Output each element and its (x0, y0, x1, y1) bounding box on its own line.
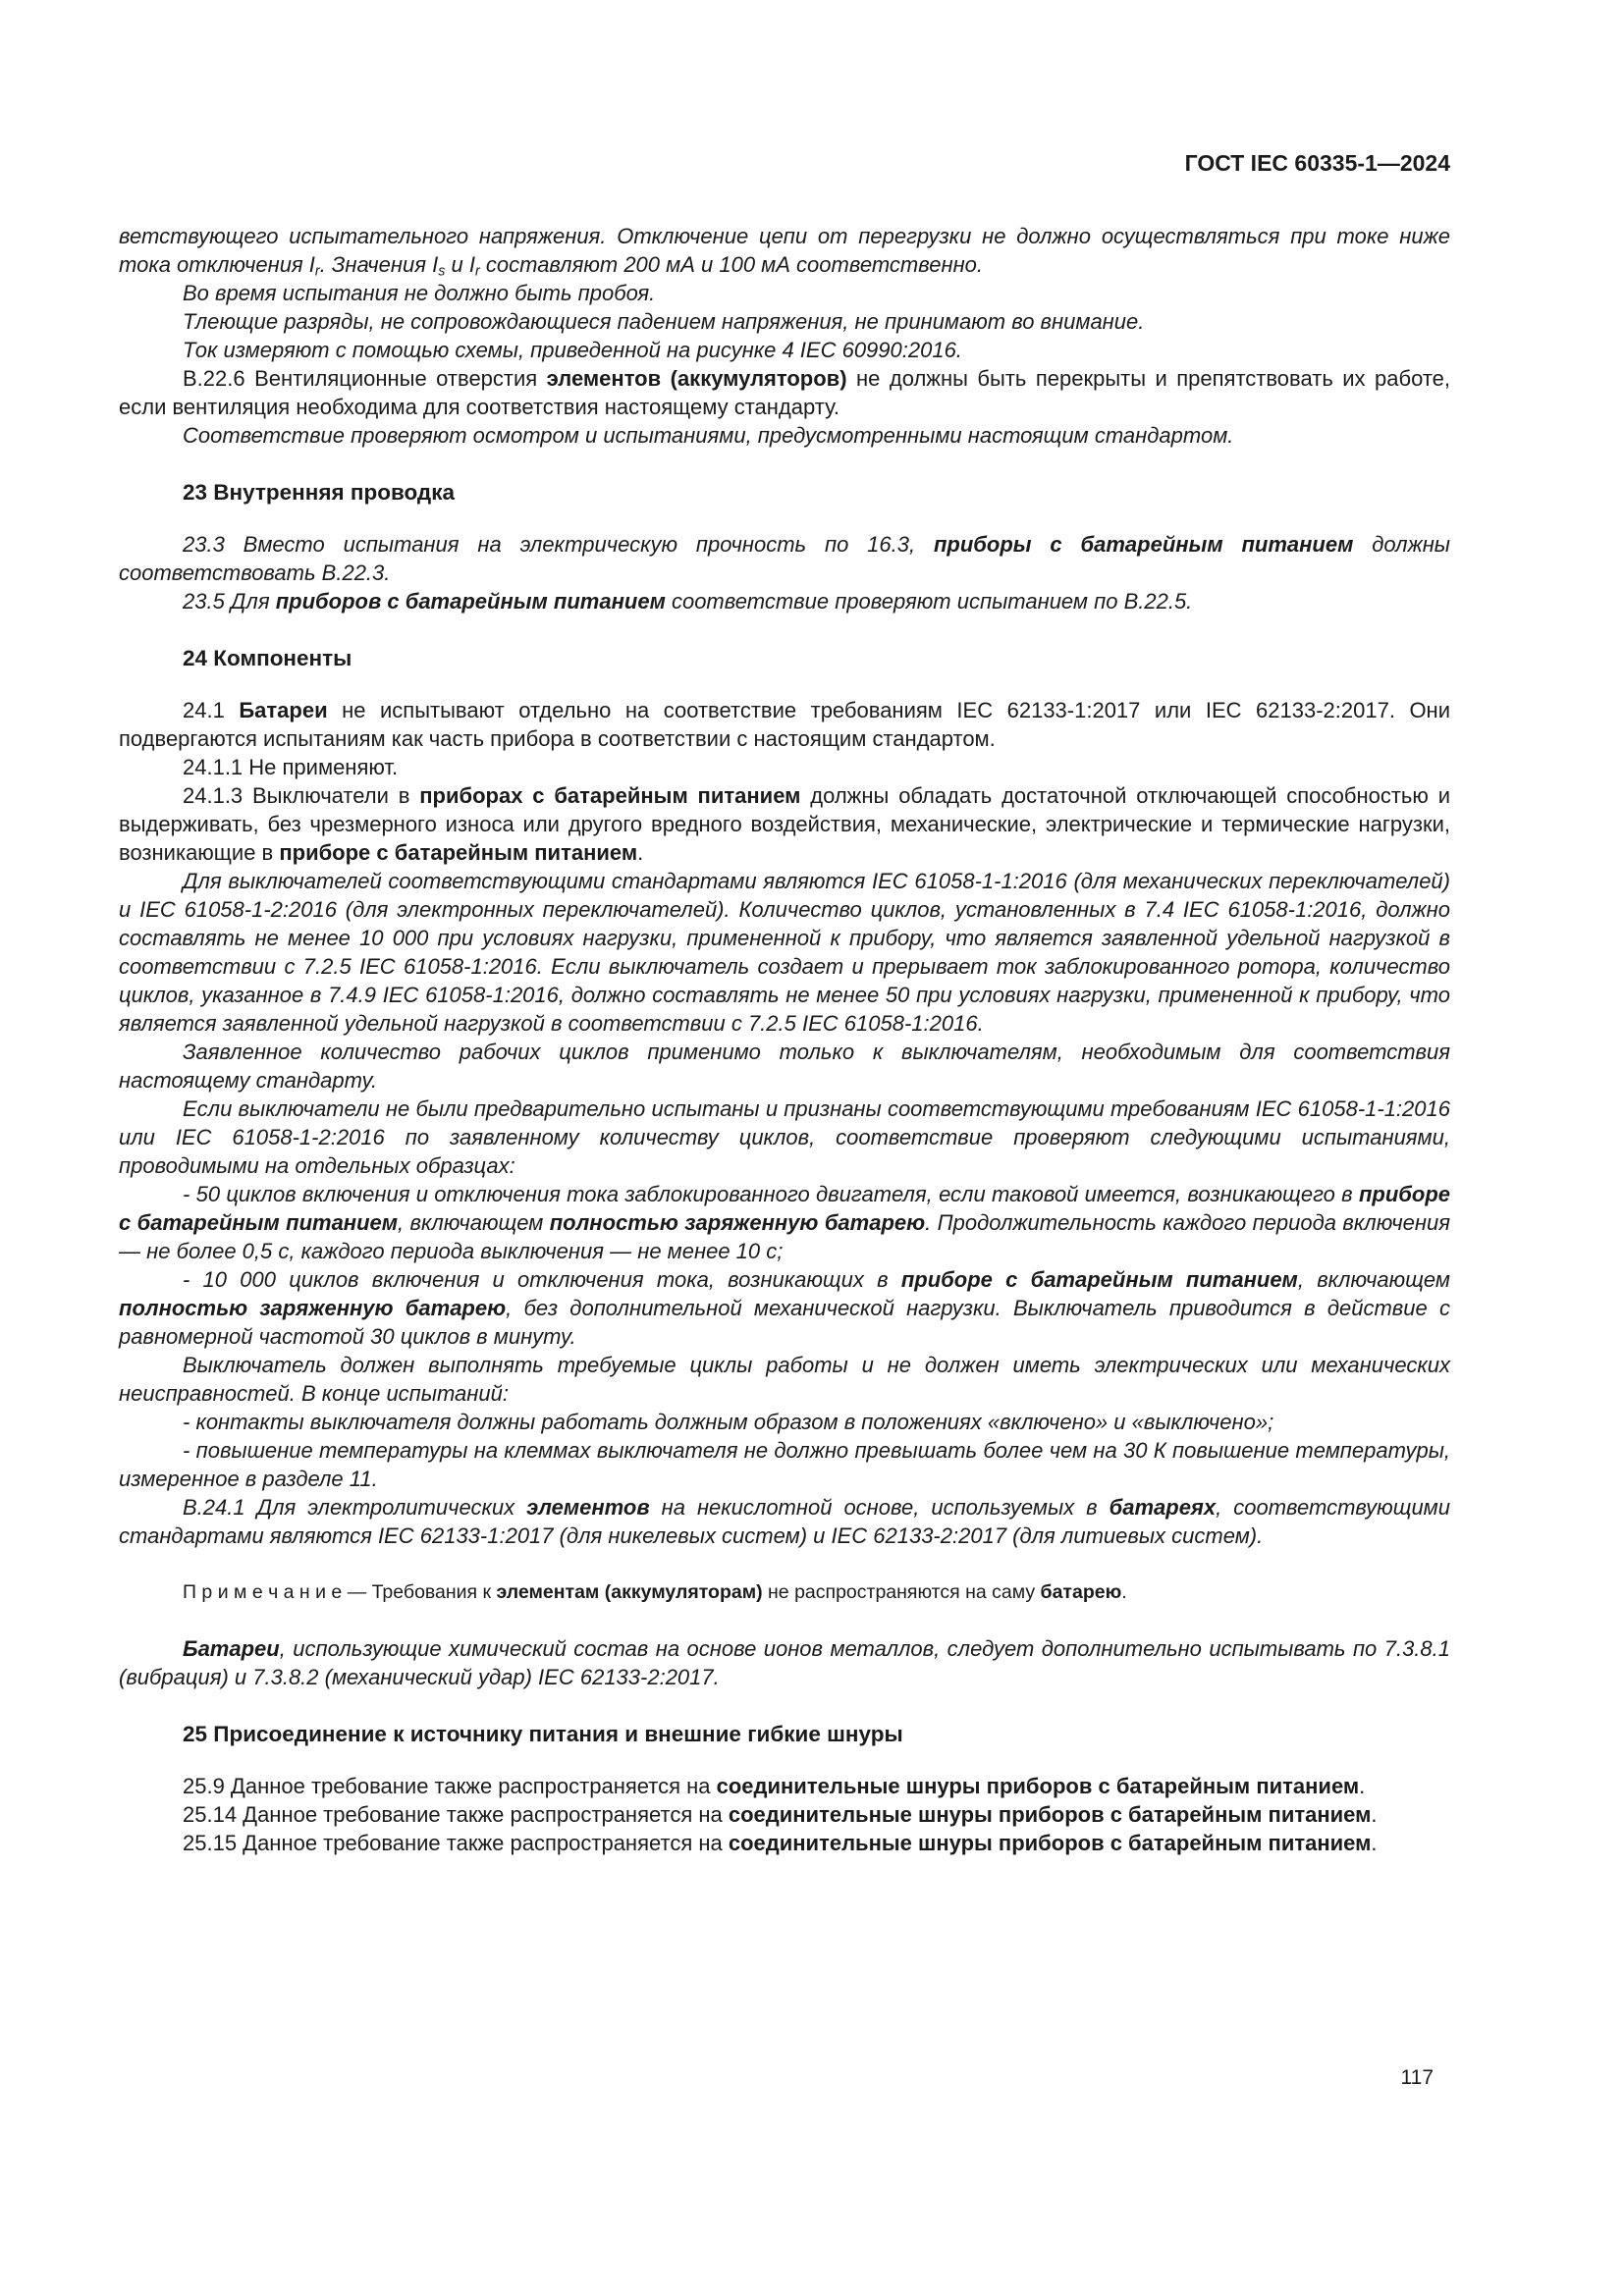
paragraph: В.22.6 Вентиляционные отверстия элементов (аккумуляторов) не должны быть перекрыты и препятствовать их работе, если вентиляция необходима для соответствия настоящему стандарту. (119, 366, 1450, 419)
running-header: ГОСТ IEC 60335-1—2024 (1184, 150, 1450, 176)
paragraph: 24.1.3 Выключатели в приборах с батарейным питанием должны обладать достаточной отключающей способностью и выдерживать, без чрезмерного износа или другого вредного воздействия, механические, электрические и термические нагрузки, возникающие в приборе с батарейным питанием. (119, 783, 1451, 865)
paragraph: 25.15 Данное требование также распространяется на соединительные шнуры приборов с батарейным питанием. (183, 1831, 1378, 1855)
paragraph: 23.5 Для приборов с батарейным питанием соответствие проверяют испытанием по В.22.5. (183, 589, 1193, 614)
paragraph: Тлеющие разряды, не сопровождающиеся падением напряжения, не принимают во внимание. (183, 309, 1145, 334)
paragraph: В.24.1 Для электролитических элементов на некислотной основе, используемых в батареях, соответствующими стандартами являются IEC 62133-1:2017 (для никелевых систем) и IEC 62133-2:2017 (для литиевых систем). (119, 1495, 1450, 1548)
section-heading: 25 Присоединение к источнику питания и внешние гибкие шнуры (183, 1722, 903, 1746)
paragraph: ветствующего испытательного напряжения. Отключение цепи от перегрузки не должно осуществляться при токе ниже тока отключения $I_r$. Значения $I_s$ и $I_r$ составляют 200 мА и 100 мА соответственно. (119, 224, 1450, 280)
paragraph: Соответствие проверяют осмотром и испытаниями, предусмотренными настоящим стандартом. (183, 423, 1234, 448)
paragraph: 24.1.1 Не применяют. (183, 755, 399, 779)
text-column (119, 149, 1450, 1857)
section-heading: 23 Внутренняя проводка (183, 480, 455, 505)
paragraph: Во время испытания не должно быть пробоя. (183, 281, 656, 305)
paragraph: Батареи, использующие химический состав на основе ионов металлов, следует дополнительно испытывать по 7.3.8.1 (вибрация) и 7.3.8.2 (механический удар) IEC 62133-2:2017. (119, 1636, 1450, 1689)
document-body (119, 222, 1450, 1857)
paragraph: - контакты выключателя должны работать должным образом в положениях «включено» и «выключено»; (183, 1410, 1274, 1434)
paragraph: Если выключатели не были предварительно испытаны и признаны соответствующими требованиям IEC 61058-1-1:2016 или IEC 61058-1-2:2016 по заявленному количеству циклов, соответствие проверяют следующими испытаниями, проводимыми на отдельных образцах: (119, 1096, 1450, 1178)
paragraph: 23.3 Вместо испытания на электрическую прочность по 16.3, приборы с батарейным питанием должны соответствовать В.22.3. (119, 532, 1450, 585)
paragraph: Выключатель должен выполнять требуемые циклы работы и не должен иметь электрических или механических неисправностей. В конце испытаний: (119, 1353, 1450, 1406)
section-heading: 24 Компоненты (183, 646, 352, 670)
paragraph: 24.1 Батареи не испытывают отдельно на соответствие требованиям IEC 62133-1:2017 или IEC 62133-2:2017. Они подвергаются испытаниям как часть прибора в соответствии с настоящим стандартом. (119, 698, 1450, 751)
page-number: 117 (1400, 2066, 1434, 2089)
paragraph: 25.14 Данное требование также распространяется на соединительные шнуры приборов с батарейным питанием. (183, 1802, 1378, 1827)
paragraph: 25.9 Данное требование также распространяется на соединительные шнуры приборов с батарейным питанием. (183, 1774, 1366, 1798)
paragraph: Заявленное количество рабочих циклов применимо только к выключателям, необходимым для соответствия настоящему стандарту. (119, 1040, 1450, 1093)
paragraph: Ток измеряют с помощью схемы, приведенной на рисунке 4 IEC 60990:2016. (183, 338, 962, 362)
paragraph: - повышение температуры на клеммах выключателя не должно превышать более чем на 30 К повышение температуры, измеренное в разделе 11. (119, 1438, 1450, 1491)
paragraph: - 50 циклов включения и отключения тока заблокированного двигателя, если таковой имеется, возникающего в приборе с батарейным питанием, включающем полностью заряженную батарею. Продолжительность каждого периода включения — не более 0,5 с, каждого периода выключения — не менее 10 с; (119, 1182, 1450, 1263)
paragraph: Для выключателей соответствующими стандартами являются IEC 61058-1-1:2016 (для механических переключателей) и IEC 61058-1-2:2016 (для электронных переключателей). Количество циклов, установленных в 7.4 IEC 61058-1:2016, должно составлять не менее 10 000 при условиях нагрузки, примененной к прибору, что является заявленной удельной нагрузкой в соответствии с 7.2.5 IEC 61058-1:2016. Если выключатель создает и прерывает ток заблокированного ротора, количество циклов, указанное в 7.4.9 IEC 61058-1:2016, должно составлять не менее 50 при условиях нагрузки, примененной к прибору, что является заявленной удельной нагрузкой в соответствии с 7.2.5 IEC 61058-1:2016. (119, 869, 1450, 1036)
paragraph: - 10 000 циклов включения и отключения тока, возникающих в приборе с батарейным питанием, включающем полностью заряженную батарею, без дополнительной механической нагрузки. Выключатель приводится в действие с равномерной частотой 30 циклов в минуту. (119, 1267, 1450, 1349)
note-paragraph: П р и м е ч а н и е — Требования к элементам (аккумуляторам) не распространяются на саму батарею. (183, 1581, 1127, 1603)
